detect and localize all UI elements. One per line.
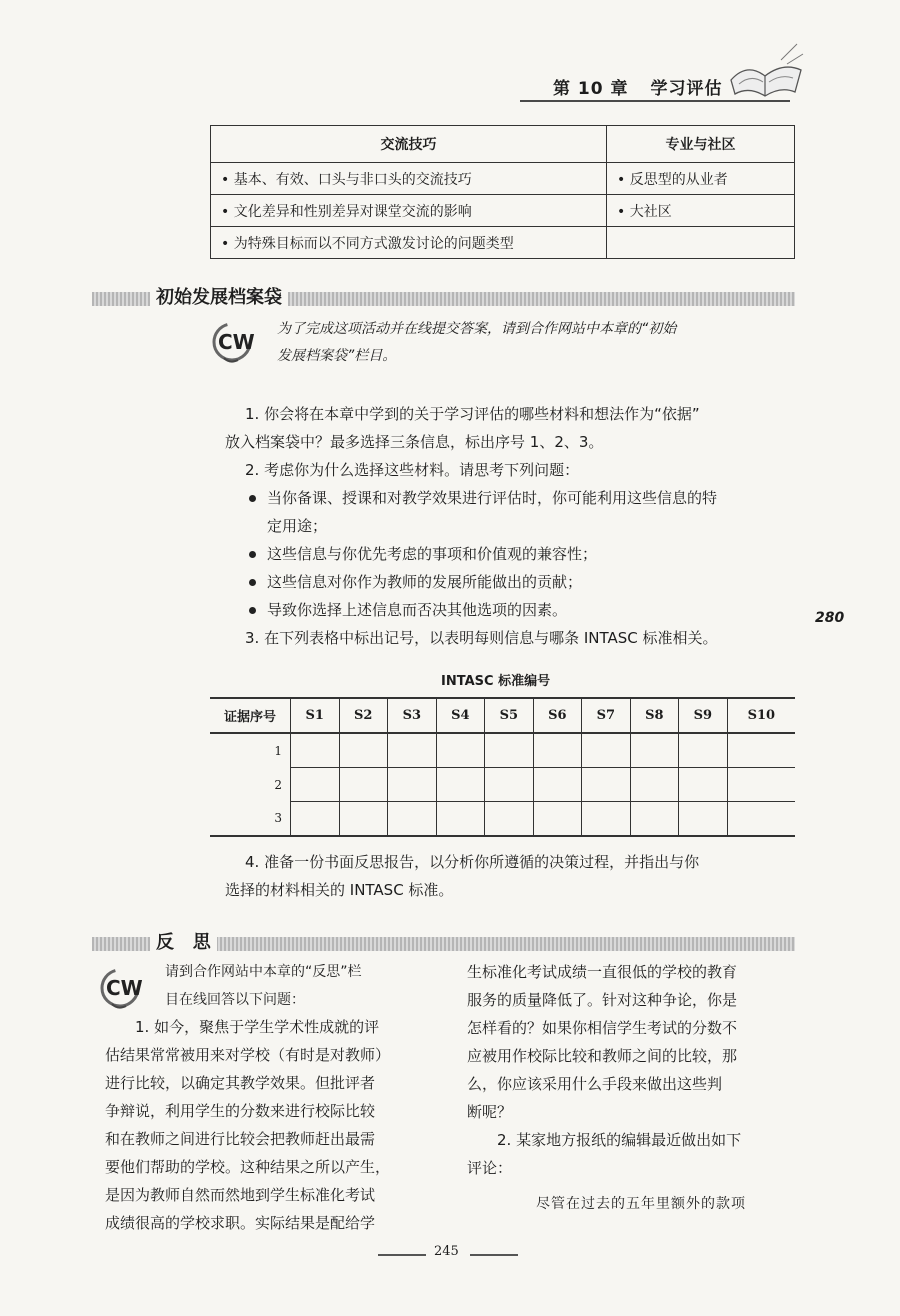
- grid-cell[interactable]: [291, 802, 340, 837]
- grid-cell[interactable]: [436, 768, 485, 802]
- grid-cell[interactable]: [582, 802, 631, 837]
- grid-cell[interactable]: [533, 802, 582, 837]
- list-item: 这些信息对你作为教师的发展所能做出的贡献；: [247, 568, 800, 596]
- list-item: 导致你选择上述信息而否决其他选项的因素。: [247, 596, 800, 624]
- page-number-rule: [378, 1254, 426, 1256]
- grid-cell[interactable]: [485, 768, 534, 802]
- grid-cell[interactable]: [436, 802, 485, 837]
- question-1: 1. 你会将在本章中学到的关于学习评估的哪些材料和想法作为“依据”: [245, 405, 700, 423]
- reflection-left-column: 1. 如今，聚焦于学生学术性成就的评 估结果常常被用来对学校（有时是对教师） 进行比较，以确定其教学效果。但批评者 争辩说，利用学生的分数来进行校际比较 和在教师之间进行比较会把教师赶出最需 要他们帮助的学校。这种结果之所以产生， 是因为教师自然而然地到学生标准化考试 成绩很高的学校求职。实际结果是配给学: [105, 1018, 391, 1232]
- grid-cell[interactable]: [436, 733, 485, 768]
- question-2: 2. 考虑你为什么选择这些材料。请思考下列问题：: [245, 461, 580, 479]
- grid-col-header: S1: [291, 698, 340, 733]
- table-row: [211, 227, 795, 259]
- section-title-portfolio: 初始发展档案袋: [150, 283, 288, 309]
- table-cell: • 基本、有效、口头与非口头的交流技巧: [221, 172, 472, 188]
- grid-col-header: S2: [339, 698, 388, 733]
- grid-cell[interactable]: [630, 802, 679, 837]
- skills-table: [210, 125, 795, 259]
- grid-cell[interactable]: [485, 802, 534, 837]
- grid-col-header: S9: [679, 698, 728, 733]
- quote-line: 尽管在过去的五年里额外的款项: [536, 1196, 746, 1212]
- grid-cell[interactable]: [727, 768, 795, 802]
- grid-cell[interactable]: [630, 768, 679, 802]
- grid-cell[interactable]: [533, 733, 582, 768]
- table-row: [211, 195, 795, 227]
- portfolio-questions: 1. 你会将在本章中学到的关于学习评估的哪些材料和想法作为“依据” 放入档案袋中？最多选择三条信息，标出序号 1、2、3。 2. 考虑你为什么选择这些材料。请思考下列问题： 当你备课、授课和对教学效果进行评估时，你可能利用这些信息的特 定用途； 这些信息与你优先考虑的事项和价值观的兼容性； 这些信息对你作为教师的发展所能做出的贡献； 导致你选择上述信息而否决其他选项的因素。 3. 在下列表格中标出记号，以表明每则信息与哪条 INTASC 标准相关。: [225, 400, 800, 652]
- chapter-label: 第 10 章: [553, 79, 629, 99]
- table-cell: • 反思型的从业者: [617, 172, 728, 188]
- cw-logo-icon: [98, 964, 148, 1012]
- grid-col-header: S5: [485, 698, 534, 733]
- open-book-icon: [725, 40, 805, 100]
- grid-col-header: S7: [582, 698, 631, 733]
- grid-cell[interactable]: [388, 802, 437, 837]
- grid-cell[interactable]: [339, 768, 388, 802]
- grid-col-header: S6: [533, 698, 582, 733]
- grid-col-header: S3: [388, 698, 437, 733]
- chapter-title: 学习评估: [650, 79, 723, 99]
- grid-cell[interactable]: [339, 802, 388, 837]
- grid-cell[interactable]: [630, 733, 679, 768]
- grid-cell[interactable]: [388, 733, 437, 768]
- table-cell: • 大社区: [617, 204, 672, 220]
- svg-text:CW: CW: [106, 976, 143, 1000]
- grid-cell[interactable]: [291, 768, 340, 802]
- grid-col-header: S4: [436, 698, 485, 733]
- grid-cell[interactable]: [582, 733, 631, 768]
- table-header: 专业与社区: [607, 126, 795, 163]
- grid-title: INTASC 标准编号: [441, 674, 551, 689]
- grid-col-header: S10: [727, 698, 795, 733]
- intasc-grid: [210, 697, 795, 837]
- grid-cell[interactable]: [485, 733, 534, 768]
- list-item: 当你备课、授课和对教学效果进行评估时，你可能利用这些信息的特 定用途；: [247, 484, 800, 540]
- table-row: [211, 163, 795, 195]
- grid-cell[interactable]: [727, 802, 795, 837]
- running-header: [553, 74, 723, 99]
- margin-number: 280: [815, 610, 845, 626]
- grid-row-number: 2: [274, 777, 282, 792]
- cw-logo-icon: [210, 318, 260, 366]
- grid-cell[interactable]: [679, 802, 728, 837]
- table-row: [210, 733, 795, 768]
- cw-note: 为了完成这项活动并在线提交答案，请到合作网站中本章的“初始 发展档案袋”栏目。: [277, 321, 677, 364]
- grid-cell[interactable]: [388, 768, 437, 802]
- table-row: [210, 802, 795, 837]
- page-number: 245: [434, 1244, 459, 1259]
- table-cell: • 文化差异和性别差异对课堂交流的影响: [221, 204, 472, 220]
- question-3: 3. 在下列表格中标出记号，以表明每则信息与哪条 INTASC 标准相关。: [245, 629, 718, 647]
- grid-cell[interactable]: [291, 733, 340, 768]
- page-number-rule: [470, 1254, 518, 1256]
- grid-row-header: 证据序号: [210, 698, 291, 733]
- table-header: 交流技巧: [211, 126, 607, 163]
- grid-cell[interactable]: [679, 733, 728, 768]
- table-cell-empty: [607, 227, 795, 259]
- svg-text:CW: CW: [218, 330, 255, 354]
- question-4: 4. 准备一份书面反思报告，以分析你所遵循的决策过程，并指出与你 选择的材料相关的 INTASC 标准。: [225, 853, 700, 899]
- grid-cell[interactable]: [533, 768, 582, 802]
- reflection-right-column: 生标准化考试成绩一直很低的学校的教育 服务的质量降低了。针对这种争论，你是 怎样看的？如果你相信学生考试的分数不 应被用作校际比较和教师之间的比较，那 么，你应该采用什么手段来做出这些判 断呢？ 2. 某家地方报纸的编辑最近做出如下 评论：: [467, 963, 742, 1177]
- list-item: 这些信息与你优先考虑的事项和价值观的兼容性；: [247, 540, 800, 568]
- reflection-cw-note: 请到合作网站中本章的“反思”栏 目在线回答以下问题：: [165, 964, 362, 1008]
- grid-cell[interactable]: [339, 733, 388, 768]
- grid-cell[interactable]: [679, 768, 728, 802]
- section-title-reflection: 反 思: [150, 928, 217, 954]
- table-row: [210, 768, 795, 802]
- grid-cell[interactable]: [582, 768, 631, 802]
- header-rule: [520, 100, 790, 102]
- grid-cell[interactable]: [727, 733, 795, 768]
- grid-row-number: 1: [274, 743, 282, 758]
- grid-row-number: 3: [210, 802, 291, 837]
- table-cell: • 为特殊目标而以不同方式激发讨论的问题类型: [221, 236, 514, 252]
- grid-col-header: S8: [630, 698, 679, 733]
